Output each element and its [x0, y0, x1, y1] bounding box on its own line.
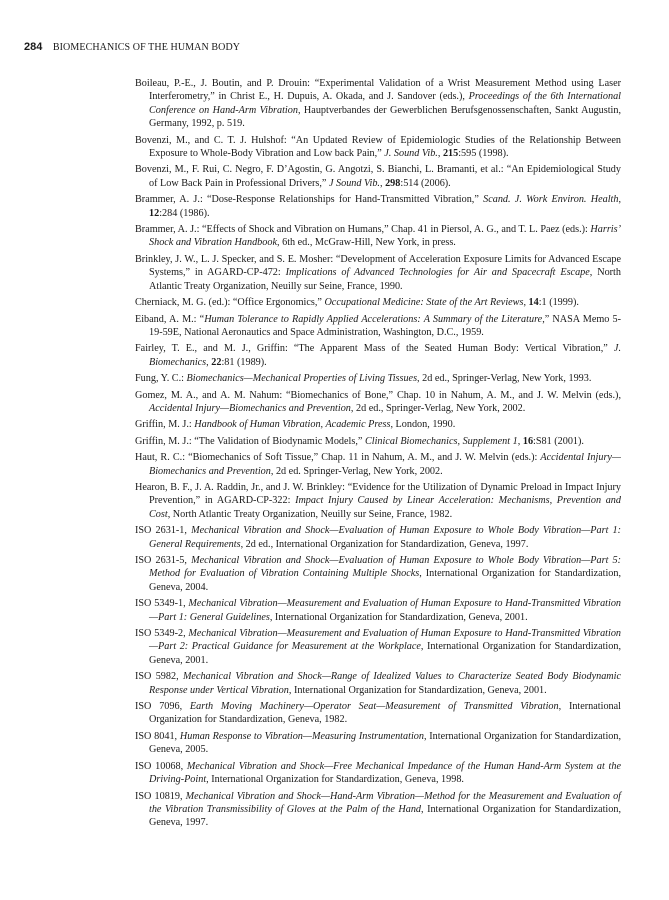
reference-text: , London, 1990.	[390, 419, 456, 431]
reference-title-italic: Biomechanics—Mechanical Properties of Living Tissues	[186, 373, 418, 385]
reference-entry	[135, 253, 621, 293]
reference-entry	[135, 296, 621, 309]
reference-entry	[135, 524, 621, 551]
reference-entry	[135, 313, 621, 340]
reference-entry	[135, 342, 621, 369]
reference-text: , International Organization for Standardization, Geneva, 2001.	[288, 684, 547, 696]
reference-entry	[135, 372, 621, 385]
reference-text: ,	[206, 356, 212, 368]
reference-entry	[135, 193, 621, 220]
reference-entry	[135, 223, 621, 250]
reference-text: Cherniack, M. G. (ed.): “Office Ergonomics,”	[135, 297, 325, 309]
reference-text: , Hauptverbandes der Gewerblichen Berufsgenossenschaften, Sankt Augustin, Germany, 1992, p. 519.	[149, 104, 621, 130]
reference-entry	[135, 451, 621, 478]
reference-text: Brinkley, J. W., L. J. Specker, and S. E. Mosher: “Development of Acceleration Exposure Limits for Advanced Escape Systems,” in AGARD-CP-472:	[135, 253, 621, 279]
reference-text: , International Organization for Standardization, Geneva, 2004.	[149, 568, 622, 593]
reference-text: Griffin, M. J.:	[135, 419, 195, 431]
reference-entry	[135, 730, 621, 757]
reference-text: :81 (1989).	[221, 356, 267, 368]
reference-entry	[135, 670, 621, 697]
reference-text: , International Organization for Standardization, Geneva, 1997.	[149, 803, 621, 829]
reference-entry	[135, 77, 621, 131]
reference-title-italic: Mechanical Vibration and Shock—Range of Idealized Values to Characterize Seated Body Biodynamic Response under Vertical Vibration	[149, 671, 621, 696]
reference-title-italic: Human Tolerance to Rapidly Applied Accelerations: A Summary of the Literature	[204, 313, 543, 325]
reference-title-italic: Mechanical Vibration and Shock—Evaluation of Human Exposure to Whole Body Vibration—Part 1: General Requirements	[149, 525, 622, 550]
reference-text: :595 (1998).	[458, 148, 509, 160]
reference-text: ISO 5349-1,	[135, 598, 189, 610]
reference-text: ,	[379, 177, 386, 189]
reference-title-italic: Harris’ Shock and Vibration Handbook	[149, 224, 621, 249]
reference-text: Eiband, A. M.: “	[135, 313, 205, 325]
reference-volume: 14	[528, 297, 539, 309]
reference-text: , 6th ed., McGraw-Hill, New York, in press.	[277, 237, 456, 249]
reference-text: , International Organization for Standardization, Geneva, 1982.	[149, 701, 621, 726]
reference-entry	[135, 627, 621, 667]
reference-entry	[135, 134, 621, 161]
reference-text: ,	[523, 297, 529, 309]
reference-title-italic: Mechanical Vibration and Shock—Free Mechanical Impedance of the Human Hand-Arm System at the Driving-Point	[149, 760, 621, 786]
reference-title-italic: Occupational Medicine: State of the Art Reviews	[324, 297, 524, 309]
reference-text: Griffin, M. J.: “The Validation of Biodynamic Models,”	[135, 435, 365, 447]
reference-title-italic: Proceedings of the 6th International Conference on Hand-Arm Vibration	[149, 91, 621, 116]
reference-title-italic: Impact Injury Caused by Linear Acceleration: Mechanisms, Prevention and Cost	[149, 495, 621, 520]
reference-entry	[135, 554, 621, 594]
reference-title-italic: Earth Moving Machinery—Operator Seat—Measurement of Transmitted Vibration	[189, 701, 559, 713]
page-number: 284	[24, 41, 43, 53]
reference-text: , 2d ed., International Organization for Standardization, Geneva, 1997.	[240, 538, 529, 550]
reference-text: , 2d ed., Springer-Verlag, New York, 2002.	[350, 402, 526, 414]
reference-title-italic: Accidental Injury—Biomechanics and Prevention	[149, 452, 621, 477]
reference-title-italic: Mechanical Vibration and Shock—Evaluation of Human Exposure to Whole Body Vibration—Part 5: Method for Evaluation of Vibration Containing Multiple Shocks	[149, 555, 622, 580]
reference-text: Haut, R. C.: “Biomechanics of Soft Tissue,” Chap. 11 in Nahum, A. M., and J. W. Melvin (eds.):	[135, 452, 541, 464]
reference-volume: 22	[211, 356, 222, 368]
reference-entry	[135, 700, 621, 727]
reference-text: :S81 (2001).	[533, 435, 584, 447]
reference-list	[135, 77, 621, 833]
reference-title-italic: Mechanical Vibration and Shock—Hand-Arm Vibration—Method for the Measurement and Evaluation of the Vibration Transmissibility of Gloves at the Palm of the Hand	[149, 790, 621, 815]
reference-entry	[135, 760, 621, 787]
reference-title-italic: Mechanical Vibration—Measurement and Evaluation of Human Exposure to Hand-Transmitted Vibration—Part 1: General Guidelines	[149, 598, 622, 623]
reference-text: ISO 8041,	[135, 730, 180, 742]
reference-entry	[135, 435, 621, 448]
reference-title-italic: Handbook of Human Vibration, Academic Press	[194, 419, 391, 431]
reference-text: , 2d ed., Springer-Verlag, New York, 1993.	[417, 373, 592, 385]
reference-entry	[135, 597, 621, 624]
reference-text: Gomez, M. A., and A. M. Nahum: “Biomechanics of Bone,” Chap. 10 in Nahum, A. M., and J. W. Melvin (eds.),	[135, 389, 621, 401]
chapter-running-title: BIOMECHANICS OF THE HUMAN BODY	[52, 42, 241, 53]
reference-title-italic: J Sound Vib.	[328, 177, 380, 189]
reference-text: Fung, Y. C.:	[135, 373, 187, 385]
reference-text: ISO 5982,	[135, 671, 183, 683]
reference-entry	[135, 481, 621, 521]
reference-text: Boileau, P.-E., J. Boutin, and P. Drouin: “Experimental Validation of a Wrist Measurement Method using Laser Interferometry,” in Christ E., H. Dupuis, A. Okada, and J. Sandover (eds.),	[135, 78, 621, 103]
reference-entry	[135, 389, 621, 416]
reference-title-italic: Clinical Biomechanics, Supplement 1	[364, 435, 518, 447]
reference-text: ISO 10068,	[135, 760, 187, 772]
reference-text: Brammer, A. J.: “Effects of Shock and Vibration on Humans,” Chap. 41 in Piersol, A. G., and T. L. Paez (eds.):	[135, 224, 591, 236]
reference-volume: 12	[149, 207, 160, 219]
reference-text: ISO 5349-2,	[135, 628, 189, 640]
reference-title-italic: Accidental Injury—Biomechanics and Prevention	[149, 402, 351, 414]
reference-volume: 215	[442, 148, 459, 160]
reference-entry	[135, 418, 621, 431]
reference-text: Hearon, B. F., J. A. Raddin, Jr., and J. W. Brinkley: “Evidence for the Utilization of Dynamic Preload in Impact Injury Prevention,” in AGARD-CP-322:	[135, 481, 621, 507]
reference-text: , International Organization for Standardization, Geneva, 2001.	[269, 611, 528, 623]
reference-title-italic: Scand. J. Work Environ. Health	[483, 194, 619, 206]
reference-text: Brammer, A. J.: “Dose-Response Relationships for Hand-Transmitted Vibration,”	[135, 194, 484, 206]
reference-text: ,	[618, 194, 621, 206]
reference-text: Fairley, T. E., and M. J., Griffin: “The Apparent Mass of the Seated Human Body: Vertical Vibration,”	[135, 343, 614, 355]
reference-text: , International Organization for Standardization, Geneva, 2005.	[149, 730, 622, 756]
reference-text: , International Organization for Standardization, Geneva, 2001.	[149, 641, 621, 666]
reference-text: , North Atlantic Treaty Organization, Neuilly sur Seine, France, 1982.	[167, 508, 453, 520]
reference-text: Bovenzi, M., F. Rui, C. Negro, F. D’Agostin, G. Angotzi, S. Bianchi, L. Bramanti, et al.: “An Epidemiological Study of Low Back Pain in Professional Drivers,”	[135, 164, 621, 189]
reference-text: ISO 7096,	[135, 701, 190, 713]
reference-text: , 2d ed. Springer-Verlag, New York, 2002.	[270, 465, 443, 477]
reference-text: ,” NASA Memo 5-19-59E, National Aeronautics and Space Administration, Washington, D.C., 1959.	[149, 313, 622, 338]
reference-text: Bovenzi, M., and C. T. J. Hulshof: “An Updated Review of Epidemiologic Studies of the Relationship Between Exposure to Whole-Body Vibration and Low back Pain,”	[135, 134, 621, 160]
reference-text: :1 (1999).	[538, 297, 579, 309]
reference-text: :284 (1986).	[159, 207, 210, 219]
reference-title-italic: J. Sound Vib.	[384, 148, 438, 160]
reference-text: , International Organization for Standardization, Geneva, 1998.	[206, 774, 464, 786]
reference-entry	[135, 163, 621, 190]
reference-text: ISO 10819,	[135, 790, 186, 802]
reference-text: :514 (2006).	[400, 177, 451, 189]
reference-title-italic: Human Response to Vibration—Measuring Instrumentation	[179, 730, 424, 742]
reference-text: , North Atlantic Treaty Organization, Neuilly sur Seine, France, 1990.	[149, 267, 621, 292]
running-head	[24, 41, 240, 54]
reference-volume: 16	[522, 435, 534, 447]
reference-title-italic: Implications of Advanced Technologies for Air and Spacecraft Escape	[285, 267, 590, 279]
reference-text: ISO 2631-5,	[135, 555, 192, 566]
reference-title-italic: Mechanical Vibration—Measurement and Evaluation of Human Exposure to Hand-Transmitted Vibration—Part 2: Practical Guidance for Measurement at the Workplace	[149, 628, 622, 653]
reference-entry	[135, 790, 621, 830]
reference-title-italic: J. Biomechanics	[149, 343, 621, 368]
reference-text: ,	[437, 148, 443, 160]
reference-text: ,	[517, 435, 523, 447]
reference-text: ISO 2631-1,	[135, 525, 192, 537]
reference-volume: 298	[385, 177, 401, 189]
